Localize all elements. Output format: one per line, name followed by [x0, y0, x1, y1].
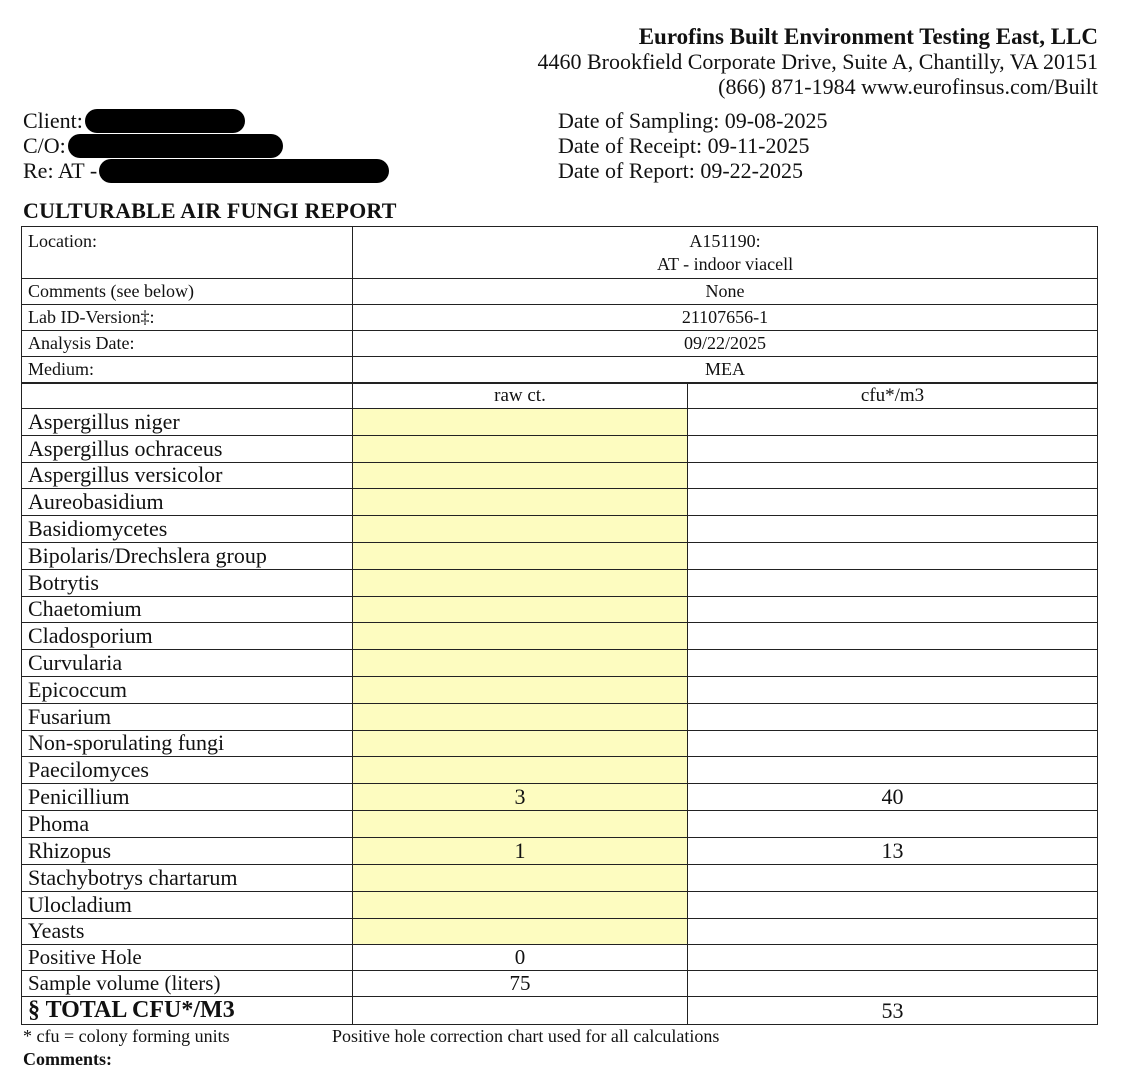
organism-row: [22, 435, 1098, 462]
organism-name: Aspergillus ochraceus: [22, 435, 353, 462]
total-row: [22, 997, 1098, 1025]
location-desc: AT - indoor viacell: [656, 253, 794, 274]
organism-name: Rhizopus: [22, 837, 353, 864]
organism-raw-count: [353, 811, 688, 838]
organism-raw-count: [353, 623, 688, 650]
organism-name: Aureobasidium: [22, 489, 353, 516]
positive-hole-note: Positive hole correction chart used for all calculations: [332, 1026, 720, 1046]
sample-volume-row: [22, 971, 1098, 997]
header-blank: [22, 383, 353, 409]
organism-cfu: [688, 918, 1098, 945]
positive-hole-cfu: [688, 945, 1098, 971]
total-label: § TOTAL CFU*/M3: [22, 997, 353, 1025]
organism-row: [22, 462, 1098, 489]
organism-cfu: [688, 569, 1098, 596]
client-redaction: [85, 109, 245, 133]
client-label: Client:: [23, 108, 83, 133]
organism-name: Non-sporulating fungi: [22, 730, 353, 757]
fungi-report-table: [21, 226, 1098, 1025]
organism-name: Fusarium: [22, 703, 353, 730]
organism-cfu: [688, 489, 1098, 516]
organism-row: [22, 409, 1098, 436]
organism-raw-count: [353, 918, 688, 945]
organism-cfu: [688, 435, 1098, 462]
organism-name: Aspergillus niger: [22, 409, 353, 436]
comments-label-footer: Comments:: [23, 1049, 112, 1069]
organism-cfu: [688, 462, 1098, 489]
positive-hole-label: Positive Hole: [22, 945, 353, 971]
organism-row: [22, 569, 1098, 596]
organism-row: [22, 757, 1098, 784]
company-name: Eurofins Built Environment Testing East, LLC: [638, 24, 1098, 49]
medium-label: Medium:: [22, 357, 353, 384]
cfu-definition: * cfu = colony forming units: [23, 1026, 230, 1046]
medium-row: [22, 357, 1098, 384]
organism-row: [22, 864, 1098, 891]
organism-name: Aspergillus versicolor: [22, 462, 353, 489]
organism-row: [22, 623, 1098, 650]
raw-count-header: raw ct.: [353, 383, 688, 409]
organism-cfu: [688, 596, 1098, 623]
dates-block: [558, 108, 827, 183]
comments-value: None: [353, 279, 1098, 305]
organism-raw-count: [353, 676, 688, 703]
date-of-sampling: Date of Sampling: 09-08-2025: [558, 108, 828, 133]
organism-raw-count: [353, 489, 688, 516]
organism-row: [22, 516, 1098, 543]
organism-row: [22, 542, 1098, 569]
lab-id-label: Lab ID-Version‡:: [22, 305, 353, 331]
organism-name: Epicoccum: [22, 676, 353, 703]
organism-row: [22, 730, 1098, 757]
organism-cfu: [688, 409, 1098, 436]
comments-row: [22, 279, 1098, 305]
organism-cfu: [688, 516, 1098, 543]
organism-cfu: 40: [688, 784, 1098, 811]
organism-cfu: [688, 757, 1098, 784]
organism-name: Yeasts: [22, 918, 353, 945]
organism-row: [22, 891, 1098, 918]
sample-volume-label: Sample volume (liters): [22, 971, 353, 997]
organism-raw-count: [353, 596, 688, 623]
co-label: C/O:: [23, 133, 66, 158]
sample-volume-cfu: [688, 971, 1098, 997]
date-of-receipt: Date of Receipt: 09-11-2025: [558, 133, 810, 158]
cfu-header: cfu*/m3: [688, 383, 1098, 409]
organism-raw-count: [353, 703, 688, 730]
location-label: Location:: [22, 227, 353, 279]
organism-name: Basidiomycetes: [22, 516, 353, 543]
organism-name: Stachybotrys chartarum: [22, 864, 353, 891]
organism-name: Cladosporium: [22, 623, 353, 650]
organism-name: Chaetomium: [22, 596, 353, 623]
organism-raw-count: [353, 462, 688, 489]
report-title: CULTURABLE AIR FUNGI REPORT: [23, 198, 397, 223]
sample-volume-value: 75: [353, 971, 688, 997]
organism-row: [22, 489, 1098, 516]
positive-hole-row: [22, 945, 1098, 971]
analysis-date-row: [22, 331, 1098, 357]
location-id: A151190:: [689, 230, 761, 251]
organism-cfu: [688, 703, 1098, 730]
organism-cfu: [688, 650, 1098, 677]
organism-rows: [22, 409, 1098, 945]
co-redaction: [68, 134, 283, 158]
date-of-report: Date of Report: 09-22-2025: [558, 158, 803, 183]
organism-raw-count: [353, 891, 688, 918]
company-contact: (866) 871-1984 www.eurofinsus.com/Built: [718, 74, 1098, 99]
organism-name: Botrytis: [22, 569, 353, 596]
organism-raw-count: [353, 730, 688, 757]
organism-raw-count: [353, 542, 688, 569]
organism-raw-count: [353, 650, 688, 677]
organism-cfu: [688, 811, 1098, 838]
organism-row: [22, 784, 1098, 811]
organism-cfu: [688, 676, 1098, 703]
organism-cfu: [688, 891, 1098, 918]
total-value: 53: [688, 997, 1098, 1025]
organism-row: [22, 650, 1098, 677]
organism-row: [22, 837, 1098, 864]
organism-name: Phoma: [22, 811, 353, 838]
organism-cfu: [688, 730, 1098, 757]
re-redaction: [99, 159, 389, 183]
organism-raw-count: [353, 864, 688, 891]
organism-row: [22, 676, 1098, 703]
client-block: [23, 108, 389, 183]
organism-cfu: 13: [688, 837, 1098, 864]
location-row: [22, 227, 1098, 279]
location-value: [353, 227, 1098, 279]
organism-row: [22, 596, 1098, 623]
organism-raw-count: [353, 757, 688, 784]
analysis-date-label: Analysis Date:: [22, 331, 353, 357]
organism-raw-count: 1: [353, 837, 688, 864]
organism-row: [22, 811, 1098, 838]
total-raw: [353, 997, 688, 1025]
organism-name: Bipolaris/Drechslera group: [22, 542, 353, 569]
organism-raw-count: [353, 516, 688, 543]
organism-raw-count: [353, 569, 688, 596]
organism-row: [22, 918, 1098, 945]
organism-cfu: [688, 542, 1098, 569]
lab-id-value: 21107656-1: [353, 305, 1098, 331]
lab-header: [537, 24, 1098, 99]
company-address: 4460 Brookfield Corporate Drive, Suite A, Chantilly, VA 20151: [537, 49, 1098, 74]
analysis-date-value: 09/22/2025: [353, 331, 1098, 357]
organism-name: Ulocladium: [22, 891, 353, 918]
organism-raw-count: [353, 409, 688, 436]
organism-name: Curvularia: [22, 650, 353, 677]
organism-cfu: [688, 623, 1098, 650]
organism-cfu: [688, 864, 1098, 891]
column-header-row: [22, 383, 1098, 409]
re-label: Re: AT -: [23, 158, 98, 183]
organism-row: [22, 703, 1098, 730]
lab-id-row: [22, 305, 1098, 331]
positive-hole-value: 0: [353, 945, 688, 971]
organism-raw-count: 3: [353, 784, 688, 811]
comments-label: Comments (see below): [22, 279, 353, 305]
organism-raw-count: [353, 435, 688, 462]
organism-name: Paecilomyces: [22, 757, 353, 784]
organism-name: Penicillium: [22, 784, 353, 811]
medium-value: MEA: [353, 357, 1098, 384]
